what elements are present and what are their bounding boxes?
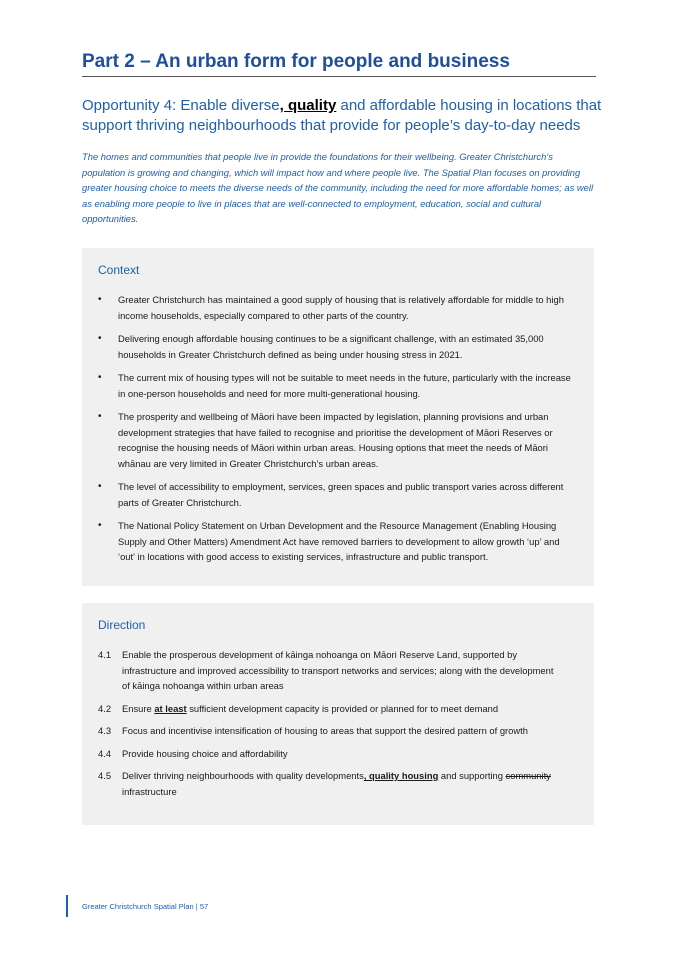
bullet-text: The current mix of housing types will not be suitable to meet needs in the future, particularly with the increase in one-person households and need for more multi-generational housing. xyxy=(118,372,571,399)
context-bullet xyxy=(82,409,594,471)
bullet-text: The National Policy Statement on Urban Development and the Resource Management (Enabling Housing Supply and Other Matters) Amendment Act have removed barriers to development to allow growth ‘up’ and ‘out' in locations with good access to existing services, infrastructure and public transport. xyxy=(118,520,560,562)
direction-number: 4.3 xyxy=(98,725,112,736)
opportunity-heading xyxy=(82,96,602,136)
direction-text-pre: Deliver thriving neighbourhoods with quality developments xyxy=(122,770,364,781)
page-footer: Greater Christchurch Spatial Plan | 57 xyxy=(82,902,209,911)
direction-text-mid: and supporting xyxy=(438,770,506,781)
bullet-text: The level of accessibility to employment, services, green spaces and public transport varies across different parts of Greater Christchurch. xyxy=(118,481,564,508)
bullet-icon: • xyxy=(98,411,102,422)
context-bullet xyxy=(82,292,594,323)
direction-item xyxy=(82,768,594,799)
direction-text-emphasis: , quality housing xyxy=(363,770,439,781)
direction-box xyxy=(82,603,594,825)
direction-text-post: sufficient development capacity is provided or planned for to meet demand xyxy=(186,702,499,714)
context-bullet xyxy=(82,331,594,362)
page-title: Part 2 – An urban form for people and business xyxy=(82,50,596,77)
bullet-icon: • xyxy=(98,520,102,531)
bullet-text: The prosperity and wellbeing of Māori have been impacted by legislation, planning provisions and urban development strategies that have failed to recognise and prioritise the development of Māori Reserves or recognise the housing needs of Māori within urban areas. Housing options that meet the needs of Māori whānau are very limited in Greater Christchurch’s urban areas. xyxy=(118,411,553,469)
direction-item xyxy=(82,746,594,762)
bullet-icon: • xyxy=(98,481,102,492)
bullet-text: Greater Christchurch has maintained a good supply of housing that is relatively affordable for middle to high income households, especially compared to other parts of the country. xyxy=(118,294,564,321)
direction-text: Enable the prosperous development of kāinga nohoanga on Māori Reserve Land, supported by infrastructure and improved accessibility to transport networks and services; along with the development of kāinga nohoanga within urban areas xyxy=(122,649,554,691)
direction-text-post: infrastructure xyxy=(122,785,177,797)
context-heading: Context xyxy=(98,263,140,277)
direction-number: 4.5 xyxy=(98,770,112,781)
direction-heading: Direction xyxy=(98,618,146,632)
bullet-text: Delivering enough affordable housing continues to be a significant challenge, with an estimated 35,000 households in Greater Christchurch defined as being under housing stress in 2021. xyxy=(118,333,544,360)
intro-paragraph: The homes and communities that people live in provide the foundations for their wellbeing. Greater Christchurch’s population is growing and changing, which will impact how and where people live. The Spatial Plan focuses on providing greater housing choice to meets the diverse needs of the community, including the need for more affordable homes; as well as enabling more people to live in places that are well-connected to employment, education, social and cultural opportunities. xyxy=(82,151,594,224)
bullet-icon: • xyxy=(98,294,102,305)
direction-item xyxy=(82,647,594,694)
opportunity-emphasis: , quality xyxy=(279,97,337,114)
bullet-icon: • xyxy=(98,333,102,344)
direction-number: 4.4 xyxy=(98,747,112,759)
direction-text: Focus and incentivise intensification of housing to areas that support the desired pattern of growth xyxy=(122,725,528,736)
direction-number: 4.2 xyxy=(98,702,112,714)
context-box xyxy=(82,248,594,586)
direction-list xyxy=(82,647,594,806)
direction-text-struck: community xyxy=(505,770,551,781)
direction-text-pre: Ensure xyxy=(122,702,155,714)
opportunity-suffix: and affordable housing in locations that support thriving neighbourhoods that provide for people’s day-to-day needs xyxy=(82,97,602,134)
context-bullet xyxy=(82,518,594,565)
bullet-icon: • xyxy=(98,372,102,383)
context-bullet-list xyxy=(82,292,594,573)
context-bullet xyxy=(82,479,594,510)
direction-text: Provide housing choice and affordability xyxy=(122,747,288,759)
opportunity-prefix: Opportunity 4: Enable diverse xyxy=(82,97,280,114)
direction-item xyxy=(82,701,594,717)
direction-text-emphasis: at least xyxy=(154,702,187,714)
context-bullet xyxy=(82,370,594,401)
direction-item xyxy=(82,723,594,739)
footer-accent-bar xyxy=(66,895,68,917)
direction-number: 4.1 xyxy=(98,649,112,660)
